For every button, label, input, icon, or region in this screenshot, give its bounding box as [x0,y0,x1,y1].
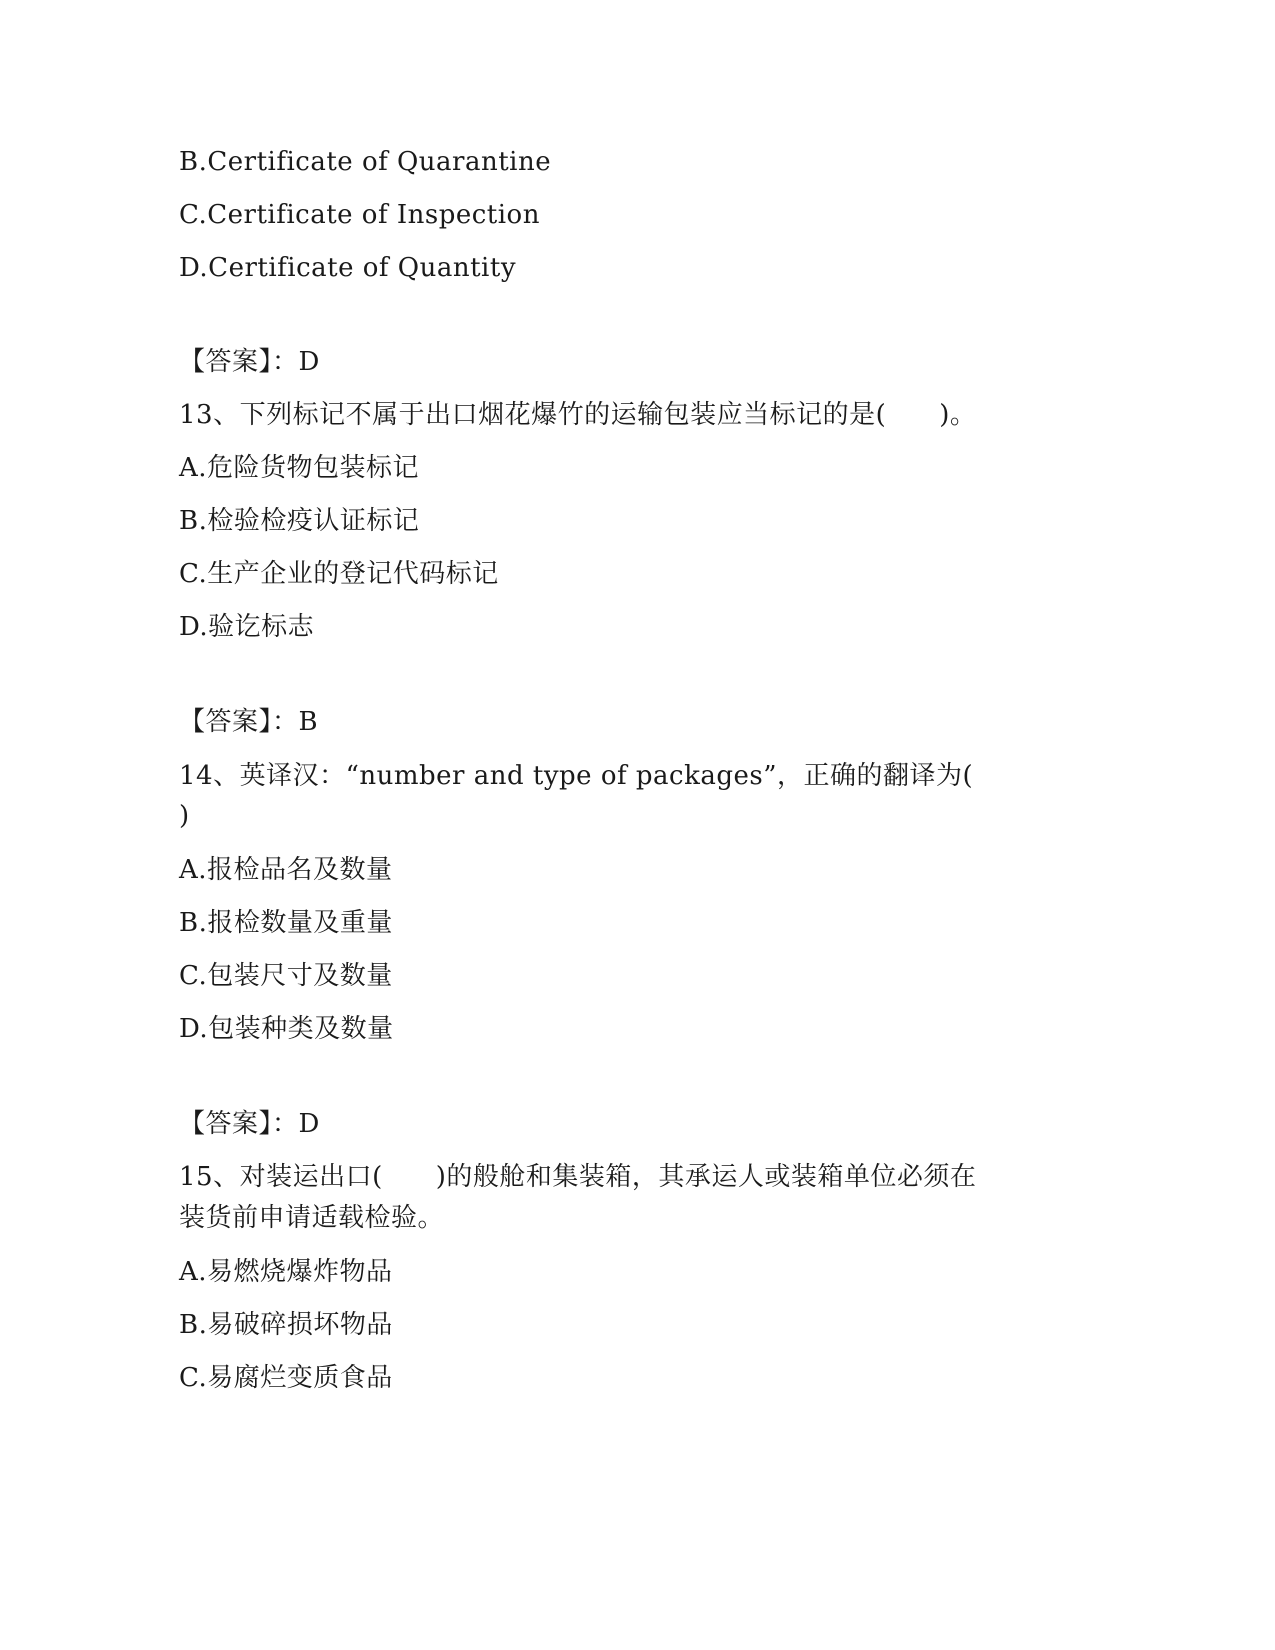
q15-stem-line2: 装货前申请适载检验。 [179,1203,445,1233]
q15-option-c: C.易腐烂变质食品 [179,1363,393,1393]
q12-answer: 【答案】：D [179,347,320,377]
q14-stem-line1: 14、英译汉：“number and type of packages”，正确的翻译为( [179,761,974,791]
q15-option-b: B.易破碎损坏物品 [179,1310,393,1340]
q13-option-d: D.验讫标志 [179,612,315,642]
q14-option-b: B.报检数量及重量 [179,908,393,938]
q15-stem-line1: 15、对装运出口( )的般舱和集装箱，其承运人或装箱单位必须在 [179,1162,977,1192]
q14-option-a: A.报检品名及数量 [179,855,393,885]
q14-option-c: C.包装尺寸及数量 [179,961,393,991]
q14-stem-line2: ) [179,801,190,831]
q14-answer: 【答案】：D [179,1109,320,1139]
q14-option-d: D.包装种类及数量 [179,1014,394,1044]
q13-stem: 13、下列标记不属于出口烟花爆竹的运输包装应当标记的是( )。 [179,400,977,430]
q12-option-c: C.Certificate of Inspection [179,200,540,230]
q13-option-b: B.检验检疫认证标记 [179,506,420,536]
q15-option-a: A.易燃烧爆炸物品 [179,1257,393,1287]
q13-option-a: A.危险货物包装标记 [179,453,420,483]
q12-option-b: B.Certificate of Quarantine [179,147,552,177]
q13-answer: 【答案】：B [179,707,319,737]
q13-option-c: C.生产企业的登记代码标记 [179,559,499,589]
q12-option-d: D.Certificate of Quantity [179,253,517,283]
